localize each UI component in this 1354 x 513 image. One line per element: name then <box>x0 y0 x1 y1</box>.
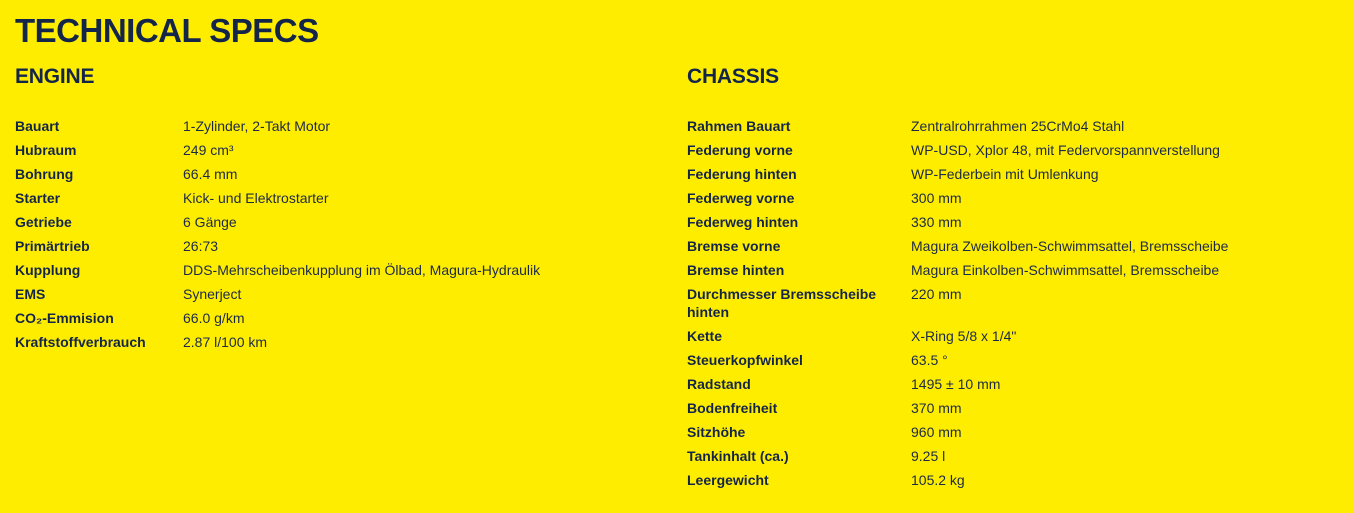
page-title: TECHNICAL SPECS <box>15 12 319 49</box>
spec-value: 220 mm <box>911 286 962 302</box>
spec-label: Rahmen Bauart <box>687 118 791 134</box>
spec-row <box>15 117 655 141</box>
spec-row <box>687 447 1337 471</box>
spec-row <box>687 399 1337 423</box>
spec-value: Magura Einkolben-Schwimmsattel, Bremsscheibe <box>911 262 1220 278</box>
spec-label: Federung hinten <box>687 166 797 182</box>
spec-value: 1-Zylinder, 2-Takt Motor <box>183 118 331 134</box>
spec-label: Starter <box>15 190 61 206</box>
spec-label: Bohrung <box>15 166 74 182</box>
spec-value: X-Ring 5/8 x 1/4" <box>911 328 1017 344</box>
spec-row <box>687 327 1337 351</box>
spec-row <box>15 261 655 285</box>
spec-value: 960 mm <box>911 424 962 440</box>
spec-label: Bremse hinten <box>687 262 785 278</box>
spec-value: 63.5 ° <box>911 352 948 368</box>
chassis-section <box>687 63 1337 495</box>
engine-section <box>15 63 655 357</box>
engine-spec-list <box>15 117 655 357</box>
spec-value: 66.0 g/km <box>183 310 245 326</box>
spec-label: CO₂-Emmision <box>15 310 114 326</box>
spec-value: 300 mm <box>911 190 962 206</box>
spec-row <box>687 423 1337 447</box>
spec-row <box>687 165 1337 189</box>
chassis-spec-list <box>687 117 1337 495</box>
spec-value: Synerject <box>183 286 242 302</box>
spec-value: 26:73 <box>183 238 219 254</box>
spec-row <box>687 471 1337 495</box>
spec-value: 105.2 kg <box>911 472 965 488</box>
spec-value: 1495 ± 10 mm <box>911 376 1001 392</box>
spec-row <box>687 189 1337 213</box>
spec-row <box>687 141 1337 165</box>
spec-row <box>15 237 655 261</box>
spec-value: DDS-Mehrscheibenkupplung im Ölbad, Magura-Hydraulik <box>183 262 541 278</box>
spec-label: Federweg vorne <box>687 190 795 206</box>
spec-label: Getriebe <box>15 214 72 230</box>
spec-row <box>15 309 655 333</box>
spec-label: Radstand <box>687 376 751 392</box>
spec-label: Bremse vorne <box>687 238 781 254</box>
spec-row <box>687 261 1337 285</box>
chassis-heading: CHASSIS <box>687 65 779 88</box>
spec-value: 2.87 l/100 km <box>183 334 268 350</box>
spec-row <box>687 237 1337 261</box>
spec-label: Kraftstoffverbrauch <box>15 334 146 350</box>
spec-row <box>687 351 1337 375</box>
spec-label: Kette <box>687 328 723 344</box>
spec-row <box>15 213 655 237</box>
spec-label: Federweg hinten <box>687 214 799 230</box>
spec-value: 370 mm <box>911 400 962 416</box>
engine-heading: ENGINE <box>15 65 95 88</box>
spec-value: WP-Federbein mit Umlenkung <box>911 166 1099 182</box>
spec-value: WP-USD, Xplor 48, mit Federvorspannverstellung <box>911 142 1220 158</box>
spec-label: Kupplung <box>15 262 81 278</box>
spec-label: Sitzhöhe <box>687 424 746 440</box>
spec-row <box>15 141 655 165</box>
spec-value: Magura Zweikolben-Schwimmsattel, Bremsscheibe <box>911 238 1229 254</box>
spec-value: 330 mm <box>911 214 962 230</box>
spec-label: Hubraum <box>15 142 77 158</box>
spec-label: Primärtrieb <box>15 238 90 254</box>
spec-row <box>687 285 1337 327</box>
spec-label: Tankinhalt (ca.) <box>687 448 789 464</box>
spec-row <box>15 189 655 213</box>
spec-label: Durchmesser Bremsscheibe hinten <box>687 286 877 320</box>
spec-value: 249 cm³ <box>183 142 234 158</box>
spec-value: 6 Gänge <box>183 214 237 230</box>
spec-value: 66.4 mm <box>183 166 238 182</box>
spec-value: Zentralrohrrahmen 25CrMo4 Stahl <box>911 118 1125 134</box>
spec-value: Kick- und Elektrostarter <box>183 190 329 206</box>
spec-value: 9.25 l <box>911 448 946 464</box>
spec-row <box>687 117 1337 141</box>
spec-label: Leergewicht <box>687 472 769 488</box>
spec-row <box>15 165 655 189</box>
spec-row <box>687 375 1337 399</box>
spec-row <box>15 285 655 309</box>
spec-row <box>687 213 1337 237</box>
spec-row <box>15 333 655 357</box>
spec-label: Bauart <box>15 118 60 134</box>
spec-label: EMS <box>15 286 46 302</box>
spec-label: Federung vorne <box>687 142 793 158</box>
spec-label: Bodenfreiheit <box>687 400 778 416</box>
spec-label: Steuerkopfwinkel <box>687 352 803 368</box>
